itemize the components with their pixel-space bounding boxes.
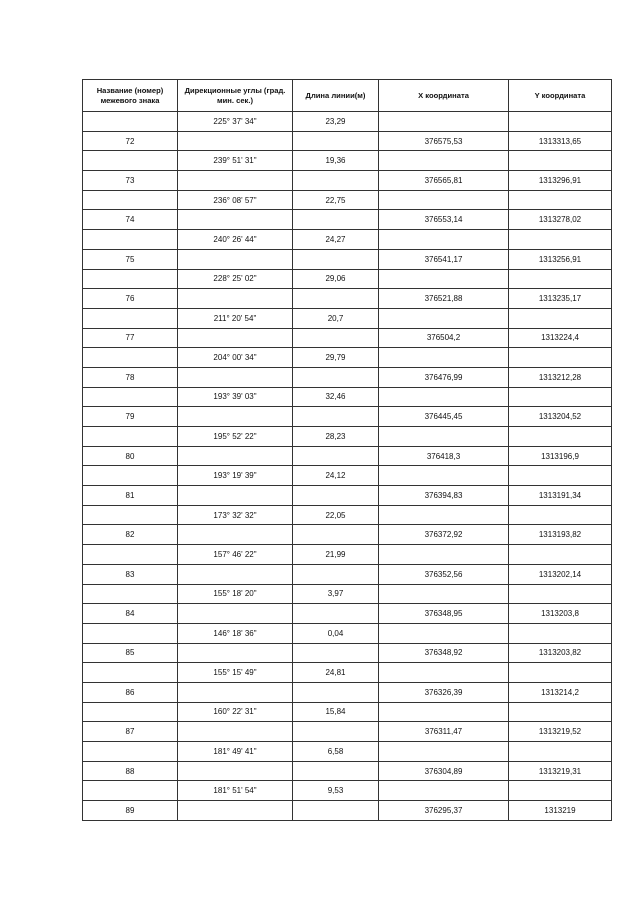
- empty-cell: [178, 328, 293, 348]
- empty-cell: [509, 230, 612, 250]
- empty-cell: [509, 742, 612, 762]
- empty-cell: [178, 761, 293, 781]
- empty-cell: [509, 584, 612, 604]
- table-body: [83, 112, 612, 821]
- angle-cell: 157° 46' 22": [178, 545, 293, 565]
- point-name-cell: 75: [83, 249, 178, 269]
- empty-cell: [178, 210, 293, 230]
- empty-cell: [509, 781, 612, 801]
- empty-cell: [293, 722, 379, 742]
- empty-cell: [509, 112, 612, 132]
- length-cell: 29,06: [293, 269, 379, 289]
- point-name-cell: 72: [83, 131, 178, 151]
- length-cell: 22,75: [293, 190, 379, 210]
- y-coordinate-cell: 1313191,34: [509, 486, 612, 506]
- angle-cell: 236° 08' 57": [178, 190, 293, 210]
- point-row: [83, 171, 612, 191]
- empty-cell: [178, 643, 293, 663]
- empty-cell: [293, 249, 379, 269]
- y-coordinate-cell: 1313203,82: [509, 643, 612, 663]
- x-coordinate-cell: 376311,47: [379, 722, 509, 742]
- empty-cell: [293, 801, 379, 821]
- point-name-cell: 82: [83, 525, 178, 545]
- empty-cell: [293, 604, 379, 624]
- empty-cell: [83, 230, 178, 250]
- segment-row: [83, 781, 612, 801]
- x-coordinate-cell: 376348,92: [379, 643, 509, 663]
- segment-row: [83, 308, 612, 328]
- angle-cell: 228° 25' 02": [178, 269, 293, 289]
- point-name-cell: 88: [83, 761, 178, 781]
- x-coordinate-cell: 376445,45: [379, 407, 509, 427]
- y-coordinate-cell: 1313214,2: [509, 682, 612, 702]
- length-cell: 20,7: [293, 308, 379, 328]
- angle-cell: 155° 15' 49": [178, 663, 293, 683]
- point-row: [83, 407, 612, 427]
- segment-row: [83, 427, 612, 447]
- point-name-cell: 73: [83, 171, 178, 191]
- angle-cell: 195° 52' 22": [178, 427, 293, 447]
- empty-cell: [293, 367, 379, 387]
- angle-cell: 193° 39' 03": [178, 387, 293, 407]
- empty-cell: [379, 348, 509, 368]
- empty-cell: [509, 702, 612, 722]
- y-coordinate-cell: 1313278,02: [509, 210, 612, 230]
- x-coordinate-cell: 376348,95: [379, 604, 509, 624]
- empty-cell: [293, 761, 379, 781]
- empty-cell: [178, 722, 293, 742]
- empty-cell: [379, 112, 509, 132]
- x-coordinate-cell: 376565,81: [379, 171, 509, 191]
- angle-cell: 211° 20' 54": [178, 308, 293, 328]
- empty-cell: [83, 466, 178, 486]
- y-coordinate-cell: 1313204,52: [509, 407, 612, 427]
- empty-cell: [178, 682, 293, 702]
- empty-cell: [379, 584, 509, 604]
- empty-cell: [379, 623, 509, 643]
- empty-cell: [293, 486, 379, 506]
- empty-cell: [178, 407, 293, 427]
- angle-cell: 225° 37' 34": [178, 112, 293, 132]
- point-name-cell: 76: [83, 289, 178, 309]
- y-coordinate-cell: 1313219,31: [509, 761, 612, 781]
- empty-cell: [83, 505, 178, 525]
- segment-row: [83, 387, 612, 407]
- y-coordinate-cell: 1313202,14: [509, 564, 612, 584]
- point-name-cell: 87: [83, 722, 178, 742]
- length-cell: 28,23: [293, 427, 379, 447]
- y-coordinate-cell: 1313313,65: [509, 131, 612, 151]
- empty-cell: [293, 446, 379, 466]
- empty-cell: [83, 623, 178, 643]
- header-name: Название (номер) межевого знака: [83, 80, 178, 112]
- point-name-cell: 80: [83, 446, 178, 466]
- empty-cell: [509, 427, 612, 447]
- length-cell: 9,53: [293, 781, 379, 801]
- point-name-cell: 77: [83, 328, 178, 348]
- empty-cell: [83, 663, 178, 683]
- empty-cell: [293, 682, 379, 702]
- segment-row: [83, 545, 612, 565]
- x-coordinate-cell: 376295,37: [379, 801, 509, 821]
- empty-cell: [509, 466, 612, 486]
- empty-cell: [379, 545, 509, 565]
- length-cell: 32,46: [293, 387, 379, 407]
- empty-cell: [379, 663, 509, 683]
- angle-cell: 155° 18' 20": [178, 584, 293, 604]
- header-angle: Дирекционные углы (град. мин. сек.): [178, 80, 293, 112]
- point-row: [83, 525, 612, 545]
- empty-cell: [293, 289, 379, 309]
- empty-cell: [83, 742, 178, 762]
- y-coordinate-cell: 1313235,17: [509, 289, 612, 309]
- y-coordinate-cell: 1313256,91: [509, 249, 612, 269]
- segment-row: [83, 112, 612, 132]
- segment-row: [83, 190, 612, 210]
- point-row: [83, 446, 612, 466]
- empty-cell: [379, 466, 509, 486]
- empty-cell: [293, 328, 379, 348]
- segment-row: [83, 702, 612, 722]
- empty-cell: [379, 151, 509, 171]
- empty-cell: [178, 367, 293, 387]
- segment-row: [83, 466, 612, 486]
- point-row: [83, 210, 612, 230]
- empty-cell: [178, 289, 293, 309]
- y-coordinate-cell: 1313193,82: [509, 525, 612, 545]
- empty-cell: [293, 643, 379, 663]
- angle-cell: 181° 49' 41": [178, 742, 293, 762]
- empty-cell: [178, 486, 293, 506]
- segment-row: [83, 742, 612, 762]
- point-row: [83, 643, 612, 663]
- point-row: [83, 131, 612, 151]
- segment-row: [83, 663, 612, 683]
- empty-cell: [83, 545, 178, 565]
- x-coordinate-cell: 376553,14: [379, 210, 509, 230]
- empty-cell: [293, 407, 379, 427]
- empty-cell: [178, 604, 293, 624]
- length-cell: 24,81: [293, 663, 379, 683]
- empty-cell: [83, 308, 178, 328]
- empty-cell: [509, 190, 612, 210]
- segment-row: [83, 151, 612, 171]
- empty-cell: [178, 446, 293, 466]
- empty-cell: [509, 545, 612, 565]
- segment-row: [83, 269, 612, 289]
- empty-cell: [83, 348, 178, 368]
- empty-cell: [379, 427, 509, 447]
- empty-cell: [83, 151, 178, 171]
- point-row: [83, 722, 612, 742]
- boundary-coordinates-table: [82, 79, 612, 821]
- empty-cell: [178, 525, 293, 545]
- empty-cell: [293, 525, 379, 545]
- empty-cell: [509, 308, 612, 328]
- empty-cell: [379, 308, 509, 328]
- angle-cell: 193° 19' 39": [178, 466, 293, 486]
- empty-cell: [379, 387, 509, 407]
- point-row: [83, 604, 612, 624]
- header-x: X координата: [379, 80, 509, 112]
- x-coordinate-cell: 376541,17: [379, 249, 509, 269]
- x-coordinate-cell: 376504,2: [379, 328, 509, 348]
- x-coordinate-cell: 376521,88: [379, 289, 509, 309]
- point-row: [83, 761, 612, 781]
- empty-cell: [509, 387, 612, 407]
- length-cell: 24,12: [293, 466, 379, 486]
- length-cell: 24,27: [293, 230, 379, 250]
- x-coordinate-cell: 376575,53: [379, 131, 509, 151]
- segment-row: [83, 505, 612, 525]
- length-cell: 0,04: [293, 623, 379, 643]
- angle-cell: 146° 18' 36": [178, 623, 293, 643]
- segment-row: [83, 348, 612, 368]
- segment-row: [83, 584, 612, 604]
- empty-cell: [83, 702, 178, 722]
- length-cell: 22,05: [293, 505, 379, 525]
- x-coordinate-cell: 376326,39: [379, 682, 509, 702]
- angle-cell: 240° 26' 44": [178, 230, 293, 250]
- segment-row: [83, 230, 612, 250]
- empty-cell: [83, 190, 178, 210]
- point-row: [83, 249, 612, 269]
- empty-cell: [293, 171, 379, 191]
- empty-cell: [379, 230, 509, 250]
- empty-cell: [379, 742, 509, 762]
- empty-cell: [83, 427, 178, 447]
- point-name-cell: 84: [83, 604, 178, 624]
- y-coordinate-cell: 1313224,4: [509, 328, 612, 348]
- point-row: [83, 367, 612, 387]
- y-coordinate-cell: 1313219: [509, 801, 612, 821]
- y-coordinate-cell: 1313219,52: [509, 722, 612, 742]
- point-name-cell: 86: [83, 682, 178, 702]
- empty-cell: [293, 210, 379, 230]
- empty-cell: [178, 171, 293, 191]
- empty-cell: [83, 781, 178, 801]
- point-row: [83, 801, 612, 821]
- empty-cell: [509, 348, 612, 368]
- point-name-cell: 79: [83, 407, 178, 427]
- length-cell: 29,79: [293, 348, 379, 368]
- y-coordinate-cell: 1313203,8: [509, 604, 612, 624]
- empty-cell: [83, 112, 178, 132]
- x-coordinate-cell: 376304,89: [379, 761, 509, 781]
- empty-cell: [83, 387, 178, 407]
- angle-cell: 160° 22' 31": [178, 702, 293, 722]
- empty-cell: [83, 269, 178, 289]
- empty-cell: [509, 505, 612, 525]
- length-cell: 3,97: [293, 584, 379, 604]
- empty-cell: [178, 249, 293, 269]
- y-coordinate-cell: 1313212,28: [509, 367, 612, 387]
- empty-cell: [509, 623, 612, 643]
- point-row: [83, 328, 612, 348]
- empty-cell: [379, 505, 509, 525]
- empty-cell: [178, 564, 293, 584]
- point-name-cell: 89: [83, 801, 178, 821]
- length-cell: 23,29: [293, 112, 379, 132]
- x-coordinate-cell: 376372,92: [379, 525, 509, 545]
- empty-cell: [178, 131, 293, 151]
- empty-cell: [509, 663, 612, 683]
- empty-cell: [379, 190, 509, 210]
- length-cell: 15,84: [293, 702, 379, 722]
- point-row: [83, 486, 612, 506]
- empty-cell: [379, 702, 509, 722]
- angle-cell: 173° 32' 32": [178, 505, 293, 525]
- point-row: [83, 289, 612, 309]
- header-y: Y координата: [509, 80, 612, 112]
- x-coordinate-cell: 376352,56: [379, 564, 509, 584]
- point-row: [83, 564, 612, 584]
- angle-cell: 204° 00' 34": [178, 348, 293, 368]
- point-name-cell: 78: [83, 367, 178, 387]
- point-name-cell: 81: [83, 486, 178, 506]
- y-coordinate-cell: 1313196,9: [509, 446, 612, 466]
- empty-cell: [293, 131, 379, 151]
- point-name-cell: 85: [83, 643, 178, 663]
- length-cell: 21,99: [293, 545, 379, 565]
- empty-cell: [83, 584, 178, 604]
- length-cell: 6,58: [293, 742, 379, 762]
- empty-cell: [379, 781, 509, 801]
- header-row: [83, 80, 612, 112]
- empty-cell: [509, 151, 612, 171]
- point-name-cell: 83: [83, 564, 178, 584]
- segment-row: [83, 623, 612, 643]
- empty-cell: [379, 269, 509, 289]
- empty-cell: [509, 269, 612, 289]
- x-coordinate-cell: 376418,3: [379, 446, 509, 466]
- x-coordinate-cell: 376476,99: [379, 367, 509, 387]
- y-coordinate-cell: 1313296,91: [509, 171, 612, 191]
- x-coordinate-cell: 376394,83: [379, 486, 509, 506]
- angle-cell: 181° 51' 54": [178, 781, 293, 801]
- angle-cell: 239° 51' 31": [178, 151, 293, 171]
- empty-cell: [293, 564, 379, 584]
- header-length: Длина линии(м): [293, 80, 379, 112]
- point-row: [83, 682, 612, 702]
- length-cell: 19,36: [293, 151, 379, 171]
- empty-cell: [178, 801, 293, 821]
- point-name-cell: 74: [83, 210, 178, 230]
